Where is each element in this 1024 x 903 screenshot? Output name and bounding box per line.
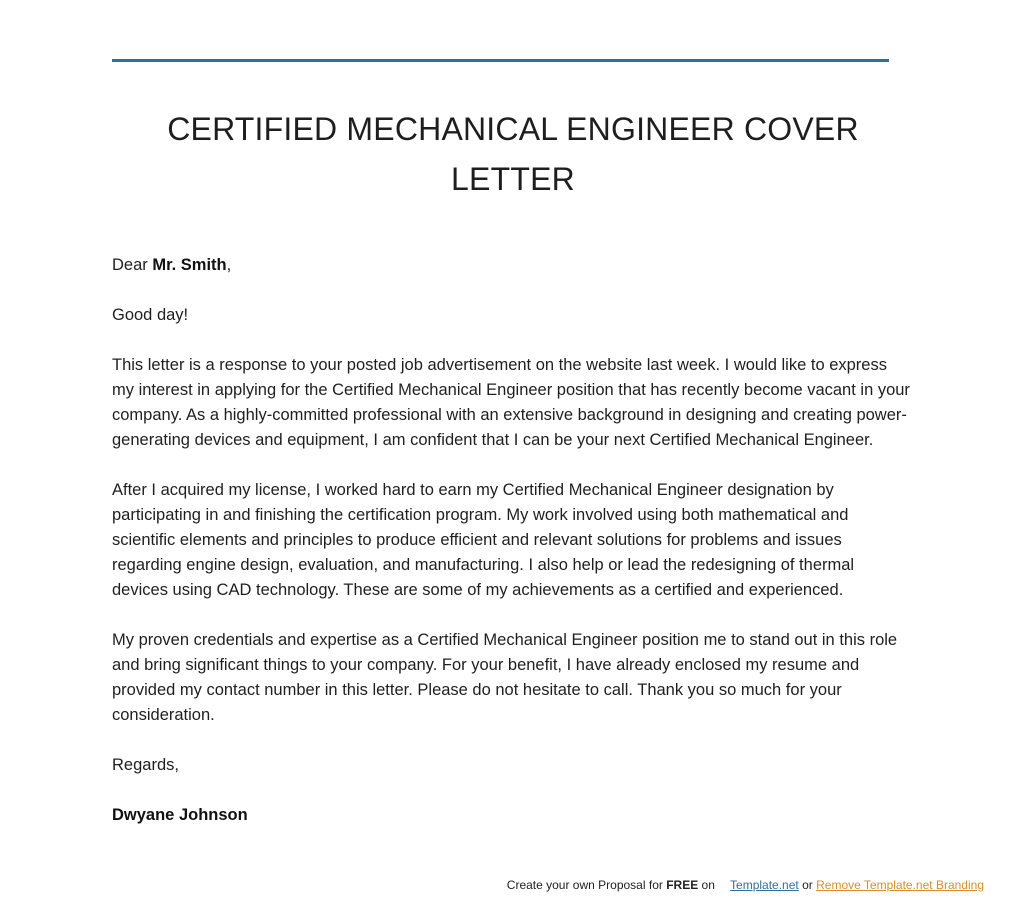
branding-footer <box>507 877 984 893</box>
letter-body <box>112 253 912 853</box>
paragraph-intro: This letter is a response to your posted job advertisement on the website last week. I would like to express my interest in applying for the Certified Mechanical Engineer position that has recently become vacant in your company. As a highly-committed professional with an extensive background in designing and creating power-generating devices and equipment, I am confident that I can be your next Certified Mechanical Engineer. <box>112 356 910 449</box>
remove-branding-link[interactable]: Remove Template.net Branding <box>816 878 984 892</box>
salutation-prefix: Dear <box>112 256 153 274</box>
salutation-suffix: , <box>226 256 232 274</box>
salutation <box>112 253 912 278</box>
signature: Dwyane Johnson <box>112 806 248 824</box>
greeting: Good day! <box>112 306 189 324</box>
paragraph-experience: After I acquired my license, I worked hard to earn my Certified Mechanical Engineer designation by participating in and finishing the certification program. My work involved using both mathematical and scientific elements and principles to produce efficient and relevant solutions for problems and issues regarding engine design, evaluation, and manufacturing. I also help or lead the redesigning of thermal devices using CAD technology. These are some of my achievements as a certified and experienced. <box>112 481 855 599</box>
closing: Regards, <box>112 756 179 774</box>
footer-on: on <box>698 878 715 892</box>
paragraph-closing: My proven credentials and expertise as a Certified Mechanical Engineer position me to stand out in this role and bring significant things to your company. For your benefit, I have already enclosed my resume and provided my contact number in this letter. Please do not hesitate to call. Thank you so much for your consideration. <box>112 631 898 724</box>
footer-prefix: Create your own Proposal for <box>506 878 667 892</box>
footer-free: FREE <box>666 878 699 892</box>
recipient-name: Mr. Smith <box>152 256 227 274</box>
footer-or: or <box>802 878 813 892</box>
page-title: CERTIFIED MECHANICAL ENGINEER COVER LETTER <box>167 111 859 197</box>
top-divider <box>112 59 889 62</box>
template-net-link[interactable]: Template.net <box>730 878 799 892</box>
